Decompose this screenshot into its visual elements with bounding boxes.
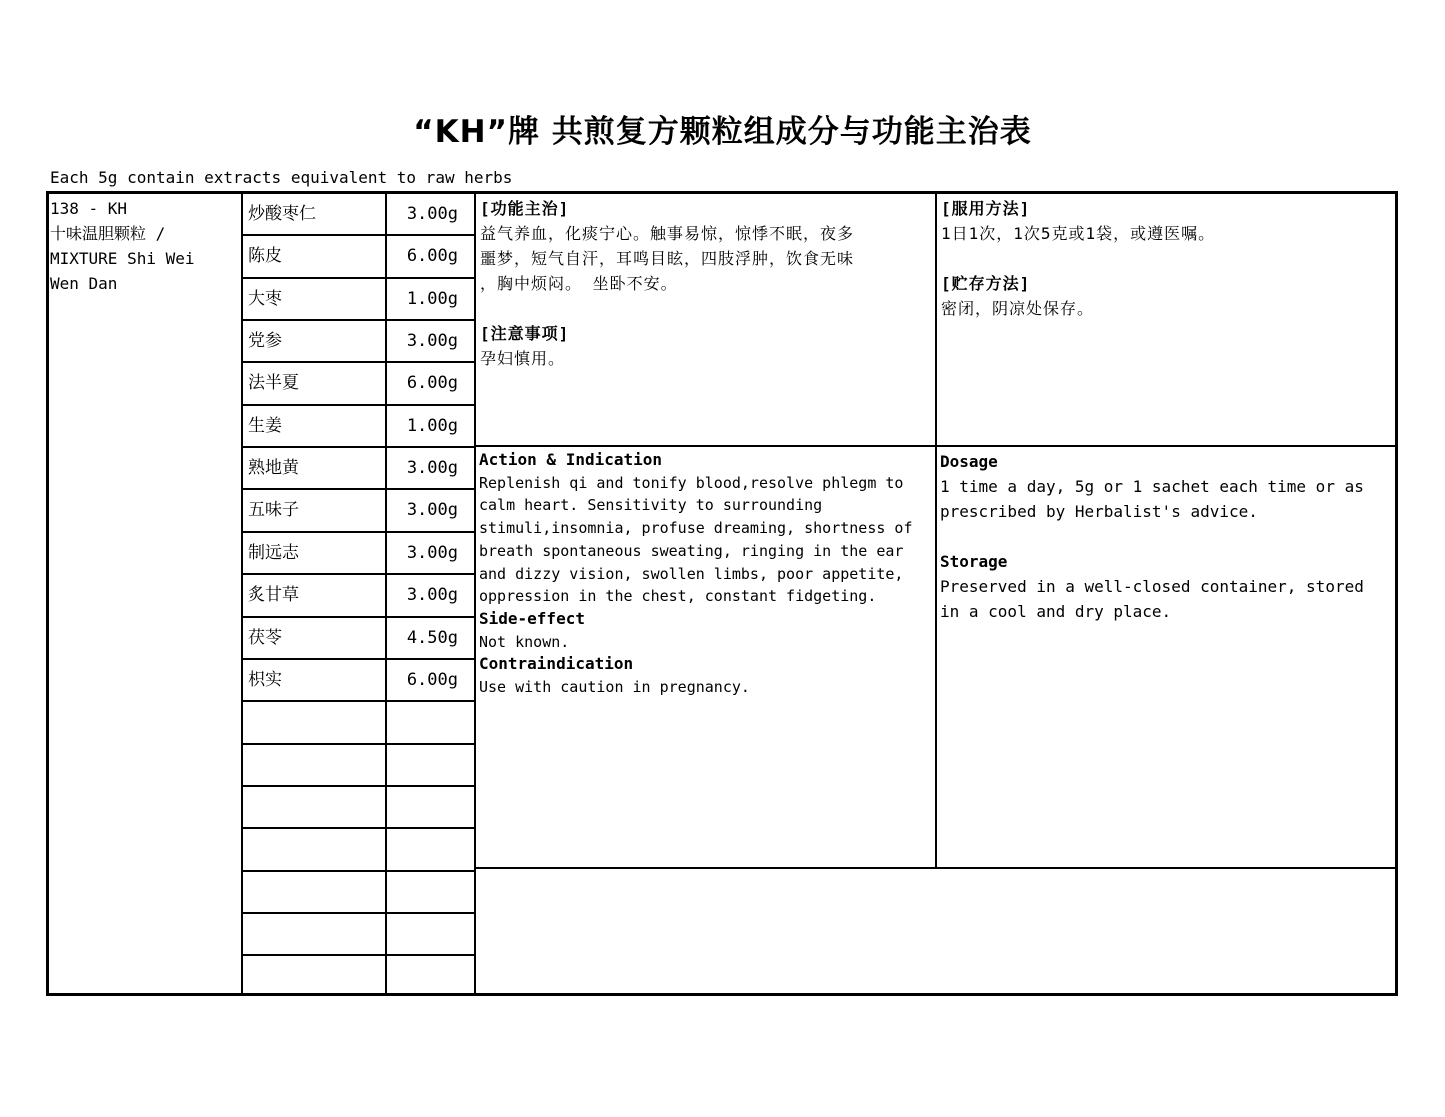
en-action-line: and dizzy vision, swollen limbs, poor appetite, bbox=[479, 564, 904, 583]
en-storage-line: in a cool and dry place. bbox=[940, 602, 1172, 621]
subtitle: Each 5g contain extracts equivalent to raw herbs bbox=[50, 168, 513, 187]
product-name-line: Wen Dan bbox=[50, 274, 118, 293]
en-contraindication-text: Use with caution in pregnancy. bbox=[479, 678, 750, 697]
zh-usage-text: 1日1次，1次5克或1袋，或遵医嘱。 bbox=[941, 224, 1216, 243]
ingredient-herb: 法半夏 bbox=[248, 373, 299, 394]
en-action-line: breath spontaneous sweating, ringing in the ear bbox=[479, 541, 904, 560]
ingredient-herb: 茯苓 bbox=[248, 627, 282, 648]
ingredient-qty: 3.00g bbox=[406, 500, 458, 521]
en-dosage-line: prescribed by Herbalist's advice. bbox=[940, 502, 1258, 521]
product-code: 138 - KH bbox=[50, 199, 128, 218]
ingredient-qty: 3.00g bbox=[406, 542, 458, 563]
ingredient-qty: 1.00g bbox=[406, 288, 458, 309]
ingredient-herb: 党参 bbox=[248, 331, 282, 352]
en-action-line: stimuli,insomnia, profuse dreaming, shortness of bbox=[479, 519, 913, 538]
ingredient-qty bbox=[386, 955, 475, 997]
ingredient-herb: 大枣 bbox=[248, 288, 282, 309]
en-action-heading: Action & Indication bbox=[479, 450, 663, 469]
zh-function-line: 益气养血，化痰宁心。触事易惊，惊悸不眠，夜多 bbox=[480, 224, 855, 243]
en-side-effect-heading: Side-effect bbox=[479, 608, 585, 628]
en-dosage-heading: Dosage bbox=[940, 452, 998, 471]
ingredient-qty: 4.50g bbox=[406, 627, 458, 648]
divider bbox=[475, 445, 1396, 447]
zh-storage-text: 密闭，阴凉处保存。 bbox=[941, 299, 1095, 318]
ingredient-qty: 3.00g bbox=[406, 331, 458, 352]
zh-usage-cell bbox=[941, 196, 1391, 321]
en-storage-heading: Storage bbox=[940, 552, 1008, 571]
ingredient-qty bbox=[386, 786, 475, 828]
zh-usage-heading: [服用方法] bbox=[941, 199, 1031, 218]
ingredient-herb bbox=[243, 913, 386, 955]
ingredient-herb: 陈皮 bbox=[248, 246, 282, 267]
ingredient-herb bbox=[243, 828, 386, 870]
ingredient-herb: 枳实 bbox=[248, 669, 282, 690]
zh-function-heading: [功能主治] bbox=[480, 199, 570, 218]
ingredient-herb bbox=[243, 955, 386, 997]
ingredient-herb: 熟地黄 bbox=[248, 458, 299, 479]
en-storage-line: Preserved in a well-closed container, stored bbox=[940, 577, 1364, 596]
divider bbox=[935, 192, 937, 869]
ingredient-qty: 3.00g bbox=[406, 585, 458, 606]
zh-function-cell bbox=[480, 196, 930, 371]
ingredient-herb: 炒酸枣仁 bbox=[248, 204, 316, 224]
zh-caution-heading: [注意事项] bbox=[480, 324, 570, 343]
en-action-cell bbox=[479, 449, 931, 699]
zh-function-line: 噩梦，短气自汗，耳鸣目眩，四肢浮肿，饮食无味 bbox=[480, 249, 855, 268]
ingredient-qty bbox=[386, 701, 475, 743]
ingredient-qty: 6.00g bbox=[406, 246, 458, 267]
en-dosage-cell bbox=[940, 449, 1390, 624]
ingredient-qty bbox=[386, 828, 475, 870]
page-title: “KH”牌 共煎复方颗粒组成分与功能主治表 bbox=[413, 114, 1032, 150]
en-dosage-line: 1 time a day, 5g or 1 sachet each time or as bbox=[940, 477, 1364, 496]
zh-function-line: ，胸中烦闷。 坐卧不安。 bbox=[480, 274, 678, 293]
ingredient-qty bbox=[386, 871, 475, 913]
ingredient-herb: 生姜 bbox=[248, 415, 282, 436]
ingredient-qty bbox=[386, 913, 475, 955]
ingredient-qty: 6.00g bbox=[406, 373, 458, 394]
en-side-effect-text: Not known. bbox=[479, 632, 570, 651]
ingredient-herb bbox=[243, 871, 386, 913]
en-action-line: calm heart. Sensitivity to surrounding bbox=[479, 496, 823, 515]
ingredient-herb: 制远志 bbox=[248, 542, 299, 563]
ingredient-qty bbox=[386, 744, 475, 786]
ingredient-herb bbox=[243, 744, 386, 786]
ingredient-qty: 3.00g bbox=[406, 204, 458, 224]
ingredient-qty: 3.00g bbox=[406, 458, 458, 479]
ingredient-qty: 6.00g bbox=[406, 669, 458, 690]
en-action-line: oppression in the chest, constant fidgeting. bbox=[479, 587, 877, 606]
ingredient-herb: 五味子 bbox=[248, 500, 299, 521]
product-name-line: MIXTURE Shi Wei bbox=[50, 249, 195, 268]
en-contraindication-heading: Contraindication bbox=[479, 654, 634, 674]
en-action-line: Replenish qi and tonify blood,resolve phlegm to bbox=[479, 473, 904, 492]
divider bbox=[475, 867, 1396, 869]
ingredient-herb bbox=[243, 701, 386, 743]
ingredient-herb bbox=[243, 786, 386, 828]
ingredient-herb: 炙甘草 bbox=[248, 585, 299, 606]
zh-storage-heading: [贮存方法] bbox=[941, 274, 1031, 293]
zh-caution-text: 孕妇慎用。 bbox=[480, 349, 566, 368]
product-name-line: 十味温胆颗粒 / bbox=[50, 224, 166, 243]
product-cell bbox=[50, 196, 238, 296]
ingredient-qty: 1.00g bbox=[406, 415, 458, 436]
